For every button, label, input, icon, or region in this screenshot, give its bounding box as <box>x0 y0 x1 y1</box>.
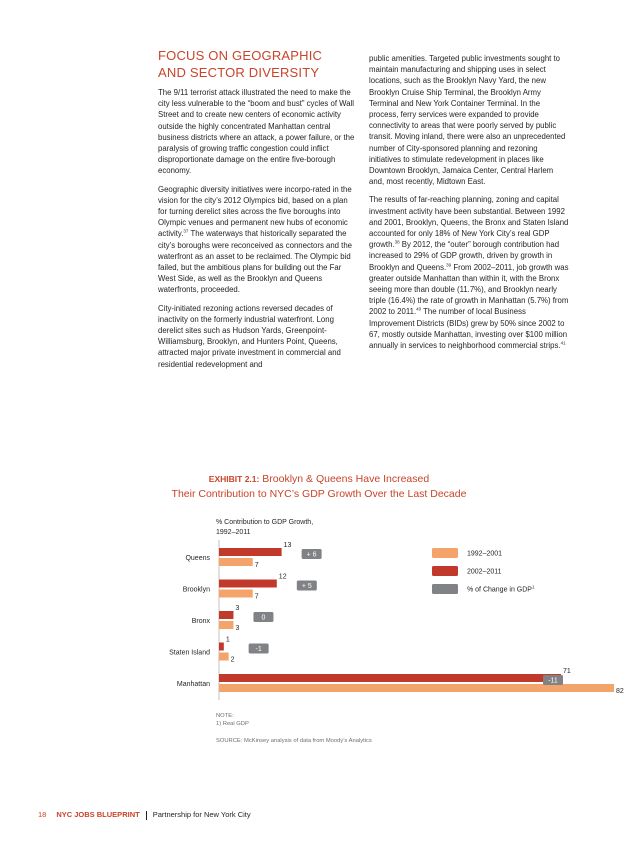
section-heading <box>158 47 358 81</box>
bar-2002-2011 <box>219 580 277 588</box>
bar-2002-2011 <box>219 548 282 556</box>
footnote-ref: 1 <box>531 584 535 590</box>
gdp-contribution-chart <box>0 510 638 710</box>
paragraph-text: The waterways that historically separated the city’s boroughs were reconceived as connectors and the waterfront as an asset to be reclaimed. The Olympic bid failed, but the ambitious plans for building out the Far West Side, as well as the Brooklyn and Queens waterfronts, proceeded. <box>158 229 353 295</box>
legend-label: % of Change in GDP$^1$ <box>467 584 535 594</box>
exhibit-title-line-2: Their Contribution to NYC’s GDP Growth Over the Last Decade <box>171 488 467 500</box>
data-label: 71 <box>563 668 571 675</box>
legend-swatch <box>432 548 458 558</box>
footnote-ref: 40 <box>416 306 422 312</box>
data-label: 13 <box>283 542 292 549</box>
data-label: 7 <box>254 562 259 569</box>
paragraph-text: The results of far-reaching planning, zoning and capital investment activity have been substantial. Between 1992 and 2001, Brooklyn, Queens, the Bronx and Staten Island accounted for only 18% of New York City’s real GDP growth. <box>369 195 569 250</box>
publication-name: NYC JOBS BLUEPRINT <box>56 810 140 819</box>
data-label: 12 <box>278 573 287 581</box>
bar-2002-2011 <box>219 643 224 651</box>
paragraph-text: Geographic diversity initiatives were incorpo-rated in the vision for the city’s 2012 Olympics bid, based on a plan for turning derelict sites across the five boroughs into Olympic venues and permanent new hubs of economic activity. <box>158 184 352 239</box>
data-label: 82 <box>616 688 624 695</box>
paragraph <box>158 184 355 296</box>
exhibit-title-line-1: Brooklyn & Queens Have Increased <box>259 473 430 485</box>
legend-label: 1992–2001 <box>467 550 503 558</box>
legend-label: 2002–2011 <box>467 568 502 576</box>
bar-2002-2011 <box>219 674 561 682</box>
paragraph: public amenities. Targeted public investments sought to maintain manufacturing and shipping uses in select locations, such as the Brooklyn Navy Yard, the new Brooklyn Cruise Ship Terminal, the Brooklyn Army Terminal and New York Container Terminal. In the process, ferry services were expanded to provide connectivity to areas that were poorly served by public transit. Moving inland, there were also an unprecedented number of City-sponsored planning and rezoning initiatives to stimulate redevelopment in places like Downtown Brooklyn, Jamaica Center, Central Harlem and, most recently, Midtown East. <box>369 54 566 187</box>
axis-title: 1992–2011 <box>216 529 251 536</box>
data-label: 3 <box>235 605 240 612</box>
change-label: -11 <box>548 677 558 685</box>
bar-1992-2001 <box>219 558 253 566</box>
data-label: 2 <box>230 656 235 664</box>
organization-name: Partnership for New York City <box>152 810 251 819</box>
category-label: Staten Island <box>169 649 210 657</box>
paragraph: The 9/11 terrorist attack illustrated the need to make the city less vulnerable to the “boom and bust” cycles of Wall Street and to create new centers of economic activity outside the highly concentrated Manhattan central business districts where an attack, a power failure, or the paralysis of growing traffic congestion could inflict disproportionate damage on the entire five-borough economy. <box>158 88 355 176</box>
paragraph: City-initiated rezoning actions reversed decades of inactivity on the formerly industrial waterfront. Long derelict sites such as Hudson Yards, Greenpoint-Williamsburg, Brooklyn, and Hunters Point, Queens, attracted major private investment in commercial and residential redevelopment and <box>158 303 341 369</box>
data-label: 3 <box>235 625 240 632</box>
footnote-ref: 38 <box>394 239 400 245</box>
change-label: -1 <box>255 646 262 653</box>
exhibit-title <box>0 472 638 502</box>
chart-source: SOURCE: McKinsey analysis of data from Moody’s Analytics <box>216 738 372 744</box>
paragraph <box>369 194 569 351</box>
category-label: Bronx <box>191 618 210 625</box>
page-number: 18 <box>38 810 47 819</box>
heading-line-1: FOCUS ON GEOGRAPHIC <box>158 48 323 63</box>
legend-swatch <box>432 584 458 594</box>
paragraph-text: By 2012, the “outer” borough contribution had increased to 29% of GDP growth, driven by growth in Brooklyn and Queens. <box>369 240 560 272</box>
text-column-left <box>158 87 355 377</box>
footnote-ref: 39 <box>446 262 452 268</box>
footnote-ref: 37 <box>183 228 189 234</box>
category-label: Brooklyn <box>182 586 210 594</box>
category-label: Manhattan <box>176 681 210 688</box>
exhibit-label: EXHIBIT 2.1: <box>208 474 260 484</box>
heading-line-2: AND SECTOR DIVERSITY <box>158 65 320 80</box>
footnote-ref: 41 <box>560 340 566 346</box>
text-column-right <box>369 53 569 358</box>
bar-1992-2001 <box>219 621 233 629</box>
bar-1992-2001 <box>219 653 229 661</box>
category-label: Queens <box>185 555 210 562</box>
note-label: NOTE: <box>216 713 234 719</box>
bar-1992-2001 <box>219 684 614 692</box>
axis-title: % Contribution to GDP Growth, <box>216 519 314 526</box>
data-label: 7 <box>254 593 259 601</box>
paragraph-text: The number of local Business Improvement Districts (BIDs) grew by 50% since 2002 to 67, mostly outside Manhattan, investing over $100 million annually in services to neighborhood commercial strips. <box>369 307 568 351</box>
paragraph-text: From 2002–2011, job growth was greater outside Manhattan than within it, with the Bronx seeing more than double (11.7%), and Brooklyn nearly triple (16.4%) the rate of growth in Manhattan (5.7%) from 2002 to 2011. <box>369 262 569 317</box>
page-footer <box>38 810 251 820</box>
footer-divider <box>146 811 147 820</box>
data-label: 1 <box>225 636 230 644</box>
change-label: 0 <box>261 614 266 622</box>
note-item: 1) Real GDP <box>216 721 249 727</box>
bar-2002-2011 <box>219 611 233 619</box>
change-label: + 6 <box>306 551 317 559</box>
legend-swatch <box>432 566 458 576</box>
bar-1992-2001 <box>219 590 253 598</box>
change-label: + 5 <box>301 583 312 590</box>
chart-notes <box>216 712 372 745</box>
